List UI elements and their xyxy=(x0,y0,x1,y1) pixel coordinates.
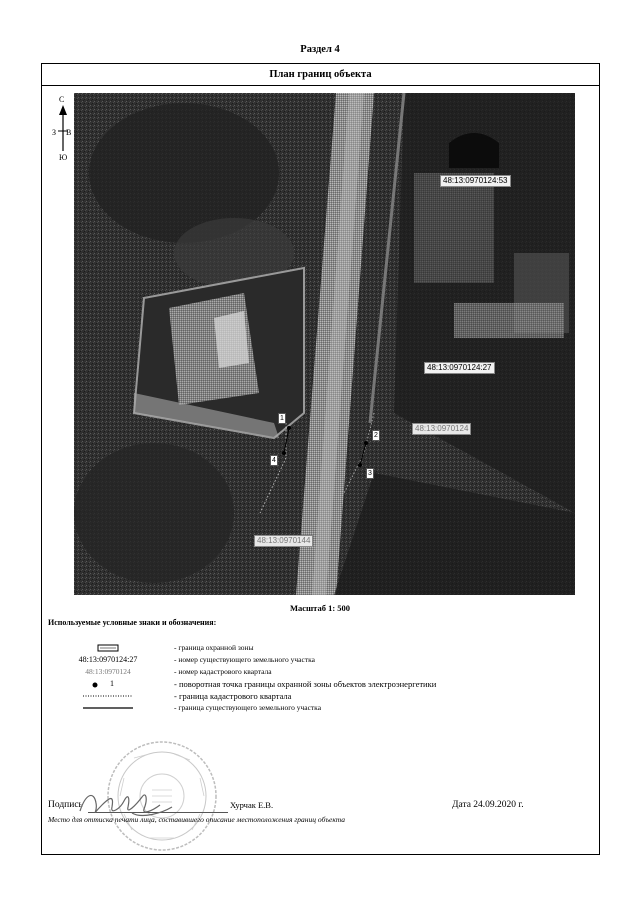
stamp-place-note: Место для оттиска печати лица, составившего описание местоположения границ объекта xyxy=(48,815,346,824)
point-number-sample: 1 xyxy=(110,679,114,688)
legend-text: - граница кадастрового квартала xyxy=(174,691,292,701)
protection-zone-symbol xyxy=(60,642,156,654)
turning-point-symbol xyxy=(60,678,156,690)
dotted-line-icon xyxy=(83,691,133,701)
parcel-label: 48:13:0970124:27 xyxy=(424,362,495,374)
point-label: 2 xyxy=(374,432,378,439)
parcel-boundary-symbol xyxy=(60,702,156,714)
aerial-map xyxy=(74,93,575,595)
legend-item xyxy=(60,666,580,678)
legend-item xyxy=(60,678,580,690)
map-scale: Масштаб 1: 500 xyxy=(289,603,351,613)
point-label: 3 xyxy=(368,470,372,477)
legend-text: - номер кадастрового квартала xyxy=(174,667,272,676)
section-title: Раздел 4 xyxy=(300,44,340,55)
compass-east-label: В xyxy=(66,128,72,137)
legend-item xyxy=(60,702,580,714)
solid-line-icon xyxy=(83,703,133,713)
quarter-number-symbol: 48:13:0970124 xyxy=(85,667,131,676)
signature-date: Дата 24.09.2020 г. xyxy=(452,800,524,810)
point-label: 1 xyxy=(280,415,284,422)
quarter-label: 48:13:0970144 xyxy=(254,535,313,547)
legend-text: - граница существующего земельного участка xyxy=(174,703,322,712)
parcel-label: 48:13:0970124:53 xyxy=(440,175,511,187)
page-title: План границ объекта xyxy=(42,64,599,86)
parcel-number-symbol: 48:13:0970124:27 xyxy=(78,655,138,664)
legend-text: - номер существующего земельного участка xyxy=(174,655,315,664)
compass-north-label: С xyxy=(59,95,65,104)
compass-west-label: З xyxy=(52,128,57,137)
aerial-photo xyxy=(74,93,575,595)
legend-text: - поворотная точка границы охранной зоны объектов электроэнергетики xyxy=(174,679,437,689)
legend-title: Используемые условные знаки и обозначения: xyxy=(48,618,217,627)
zone-boundary-icon xyxy=(97,643,119,653)
point-dot-icon xyxy=(90,680,100,690)
legend xyxy=(60,642,580,714)
legend-item xyxy=(60,642,580,654)
signer-name: Хурчак Е.В. xyxy=(230,800,274,810)
legend-item xyxy=(60,690,580,702)
quarter-boundary-symbol xyxy=(60,690,156,702)
point-label: 4 xyxy=(272,457,276,464)
compass-south-label: Ю xyxy=(59,153,68,162)
quarter-label: 48:13:0970124 xyxy=(412,423,471,435)
legend-text: - граница охранной зоны xyxy=(174,643,254,652)
signature-label: Подпись xyxy=(48,800,83,810)
legend-item xyxy=(60,654,580,666)
